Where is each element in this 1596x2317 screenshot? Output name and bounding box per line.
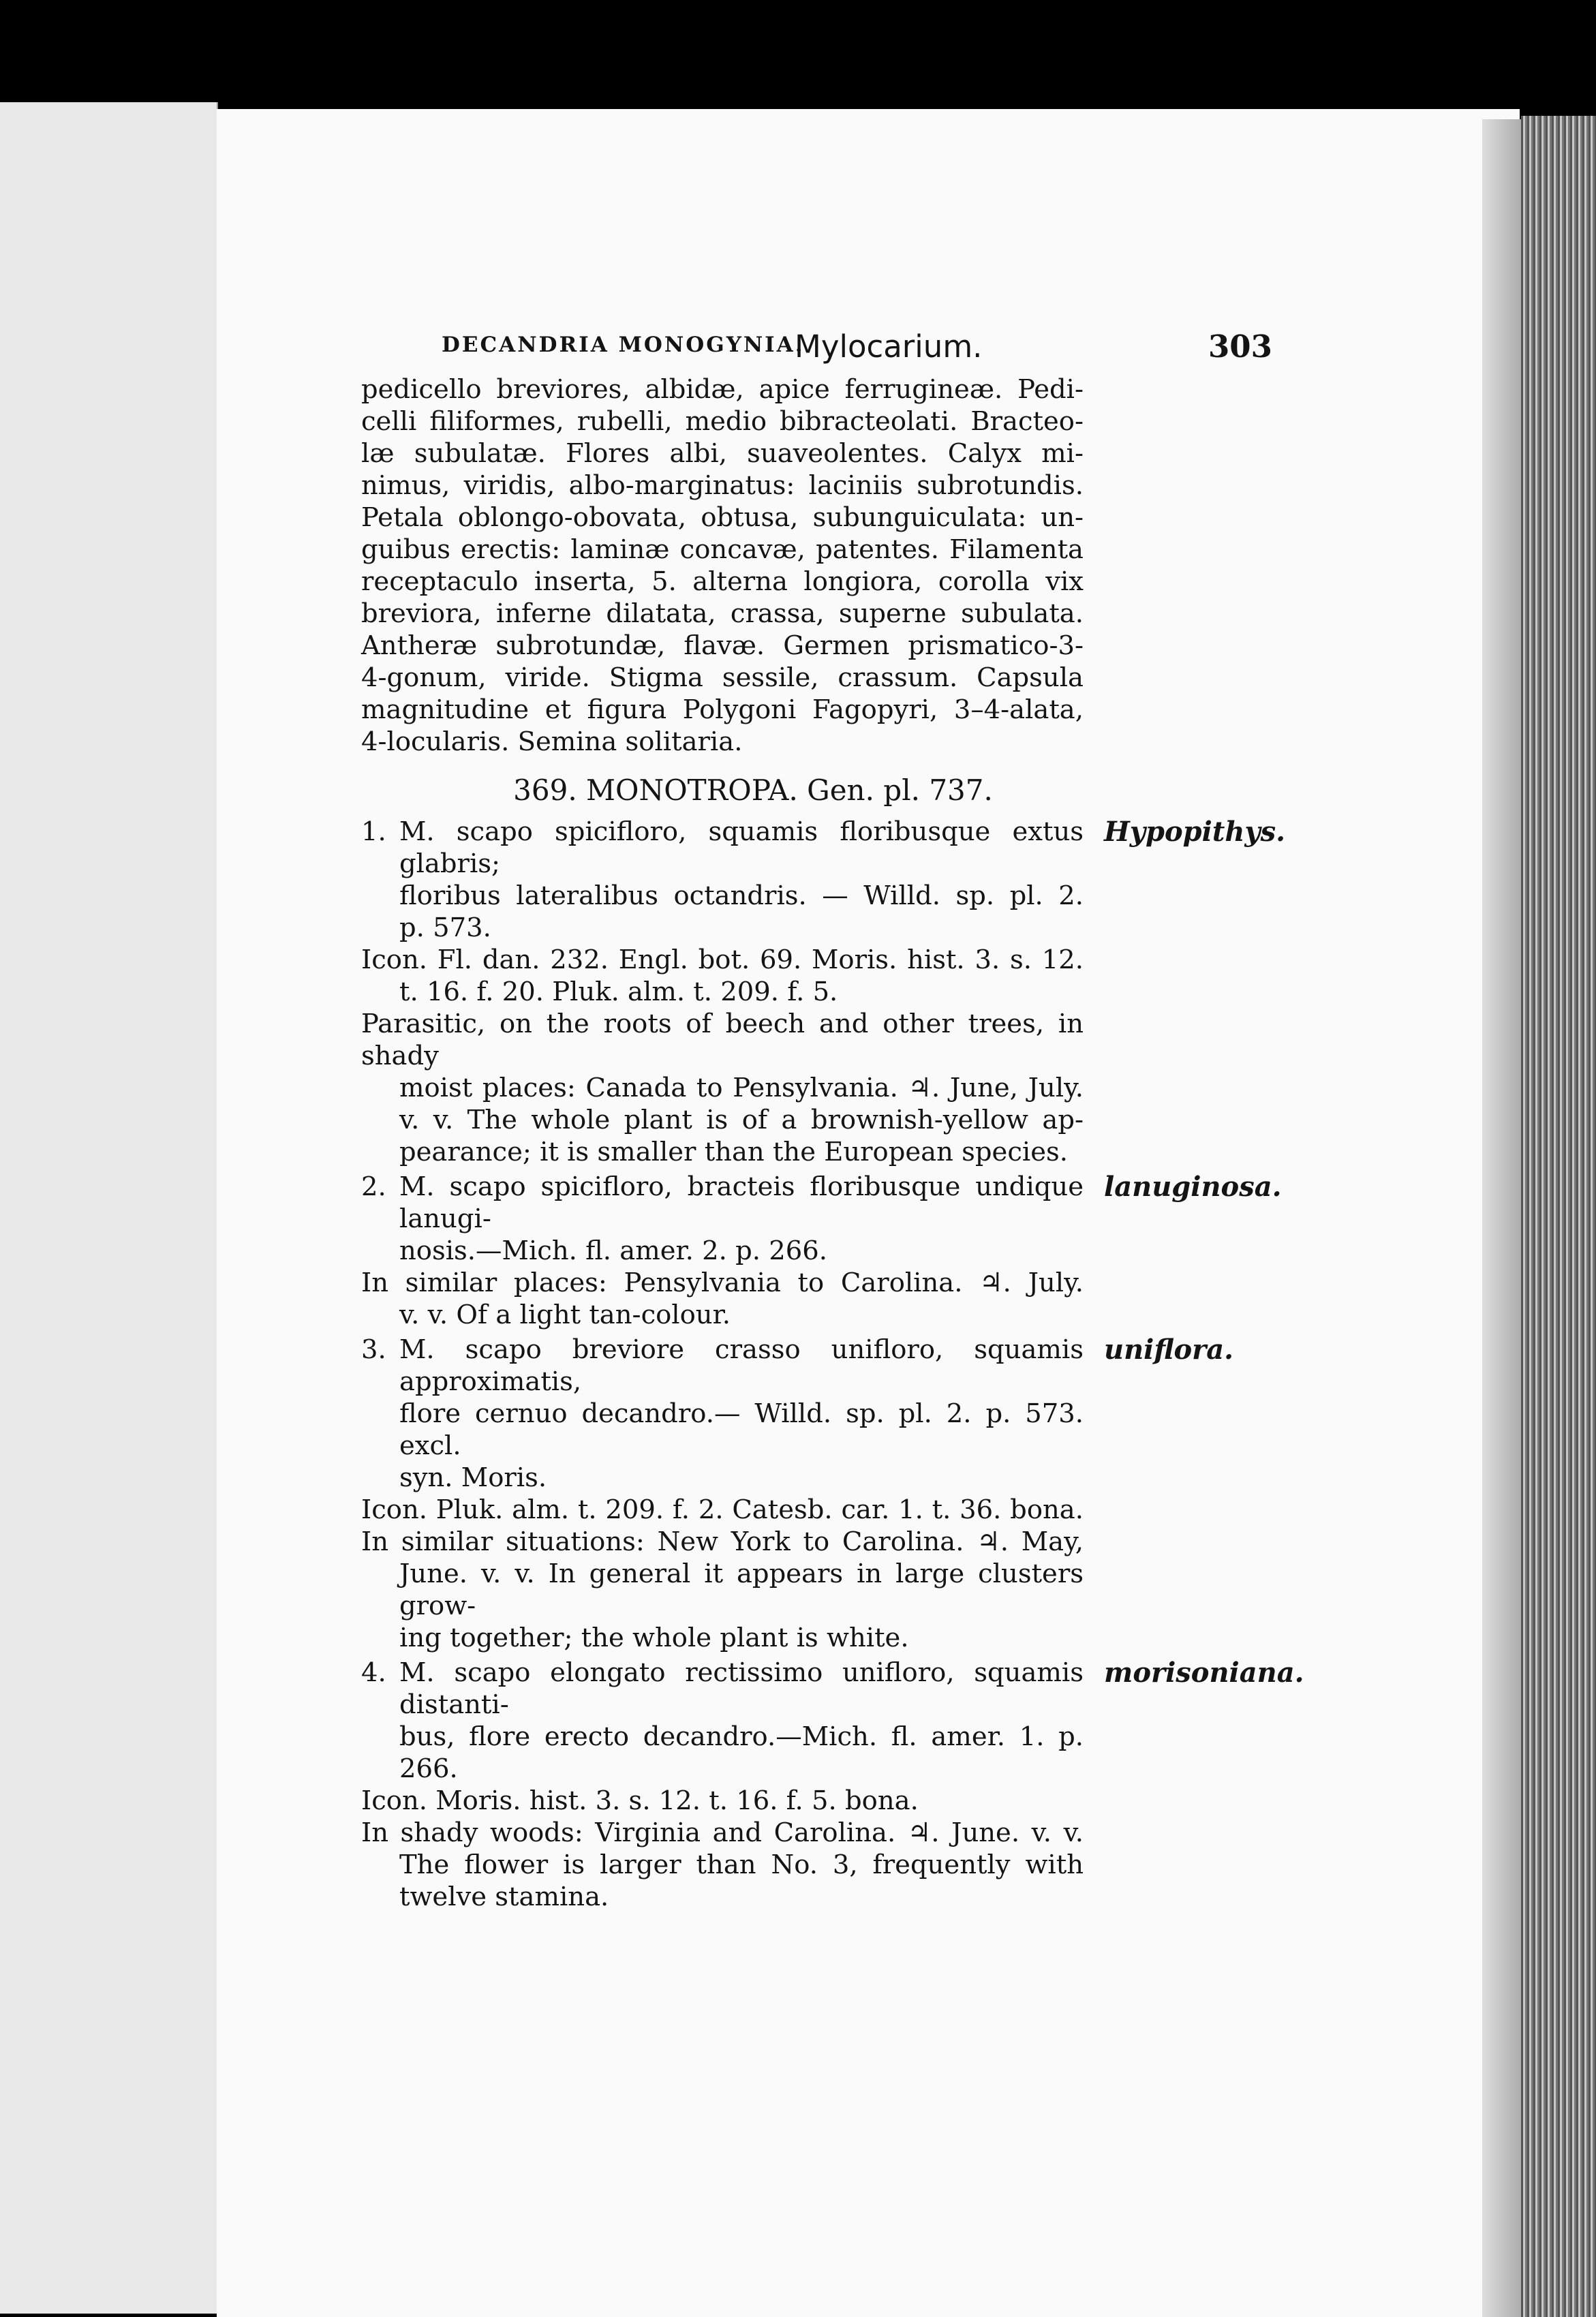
text-line: syn. Moris. — [399, 1462, 547, 1493]
entry-number: 3. — [361, 1334, 386, 1365]
species-entry — [361, 1171, 1282, 1331]
species-margin-name: lanuginosa. — [1104, 1171, 1282, 1203]
entry-number: 2. — [361, 1171, 386, 1202]
text-line: pedicello breviores, albidæ, apice ferrugineæ. Pedi- — [361, 374, 1084, 405]
text-line: Antheræ subrotundæ, flavæ. Germen prismatico-3- — [361, 630, 1084, 661]
text-line: Icon. Fl. dan. 232. Engl. bot. 69. Moris. hist. 3. s. 12. — [361, 945, 1084, 975]
species-margin-name: uniflora. — [1104, 1334, 1234, 1366]
running-head: DECANDRIA MONOGYNIA. — [442, 333, 805, 357]
entry-text: M. scapo spicifloro, squamis floribusque extus glabris; — [399, 816, 1084, 879]
text-line: floribus lateralibus octandris. — Willd. sp. pl. 2. — [399, 880, 1084, 911]
text-line: ing together; the whole plant is white. — [399, 1623, 909, 1653]
text-line: In similar places: Pensylvania to Carolina. ♃. July. — [361, 1268, 1084, 1298]
text-line: receptaculo inserta, 5. alterna longiora, corolla vix — [361, 566, 1084, 597]
text-line: læ subulatæ. Flores albi, suaveolentes. Calyx mi- — [361, 438, 1084, 469]
text-line: t. 16. f. 20. Pluk. alm. t. 209. f. 5. — [399, 977, 838, 1007]
entry-number: 4. — [361, 1657, 386, 1688]
species-entry — [361, 816, 1286, 1168]
species-entry — [361, 1334, 1234, 1654]
text-line: bus, flore erecto decandro.—Mich. fl. amer. 1. p. 266. — [399, 1721, 1084, 1784]
text-line: 4-gonum, viride. Stigma sessile, crassum. Capsula — [361, 662, 1084, 693]
text-line — [361, 1334, 1084, 1398]
text-line: pearance; it is smaller than the European species. — [399, 1137, 1068, 1167]
text-line: flore cernuo decandro.— Willd. sp. pl. 2. p. 573. excl. — [399, 1398, 1084, 1461]
text-line — [361, 816, 1084, 880]
text-line — [361, 1171, 1084, 1235]
text-line: The flower is larger than No. 3, frequently with — [399, 1850, 1084, 1880]
text-line: Icon. Moris. hist. 3. s. 12. t. 16. f. 5. bona. — [361, 1785, 919, 1816]
text-line: breviora, inferne dilatata, crassa, superne subulata. — [361, 598, 1084, 629]
text-line: In similar situations: New York to Carolina. ♃. May, — [361, 1526, 1084, 1557]
text-line: guibus erectis: laminæ concavæ, patentes. Filamenta — [361, 534, 1084, 565]
entry-number: 1. — [361, 816, 386, 847]
text-line: Petala oblongo-obovata, obtusa, subunguiculata: un- — [361, 502, 1084, 533]
page-number: 303 — [1208, 328, 1272, 365]
entry-text: M. scapo breviore crasso unifloro, squamis approximatis, — [399, 1334, 1084, 1397]
entry-text: M. scapo spicifloro, bracteis floribusque undique lanugi- — [399, 1171, 1084, 1234]
genus-description — [361, 373, 1084, 758]
text-line: Parasitic, on the roots of beech and other trees, in shady — [361, 1009, 1084, 1071]
text-line: celli filiformes, rubelli, medio bibracteolati. Bracteo- — [361, 406, 1084, 437]
book-fore-edge — [1521, 116, 1596, 2317]
text-line: v. v. The whole plant is of a brownish-yellow ap- — [399, 1105, 1084, 1135]
genus-heading: 369. MONOTROPA. Gen. pl. 737. — [513, 773, 993, 807]
page-header — [442, 328, 1272, 369]
species-entry — [361, 1657, 1304, 1913]
entry-text: M. scapo elongato rectissimo unifloro, squamis distanti- — [399, 1657, 1084, 1720]
text-line: In shady woods: Virginia and Carolina. ♃. June. v. v. — [361, 1817, 1084, 1848]
text-line: p. 573. — [399, 912, 491, 943]
text-line: 4-locularis. Semina solitaria. — [361, 726, 743, 757]
text-line: June. v. v. In general it appears in large clusters grow- — [399, 1559, 1084, 1621]
text-line: moist places: Canada to Pensylvania. ♃. June, July. — [399, 1073, 1084, 1103]
species-margin-name: morisoniana. — [1104, 1657, 1304, 1689]
text-line — [361, 1657, 1084, 1721]
text-line: nimus, viridis, albo-marginatus: laciniis subrotundis. — [361, 470, 1084, 501]
page-edge-shadow — [1482, 119, 1523, 2317]
facing-page — [0, 102, 218, 2314]
text-line: nosis.—Mich. fl. amer. 2. p. 266. — [399, 1236, 827, 1266]
text-line: v. v. Of a light tan-colour. — [399, 1300, 731, 1330]
text-line: Icon. Pluk. alm. t. 209. f. 2. Catesb. car. 1. t. 36. bona. — [361, 1494, 1084, 1525]
page-body — [361, 373, 1304, 1913]
text-line: twelve stamina. — [399, 1882, 609, 1912]
text-line: magnitudine et figura Polygoni Fagopyri, 3–4-alata, — [361, 694, 1084, 725]
species-margin-name: Hypopithys. — [1104, 816, 1286, 848]
page-title: Mylocarium. — [795, 328, 983, 365]
